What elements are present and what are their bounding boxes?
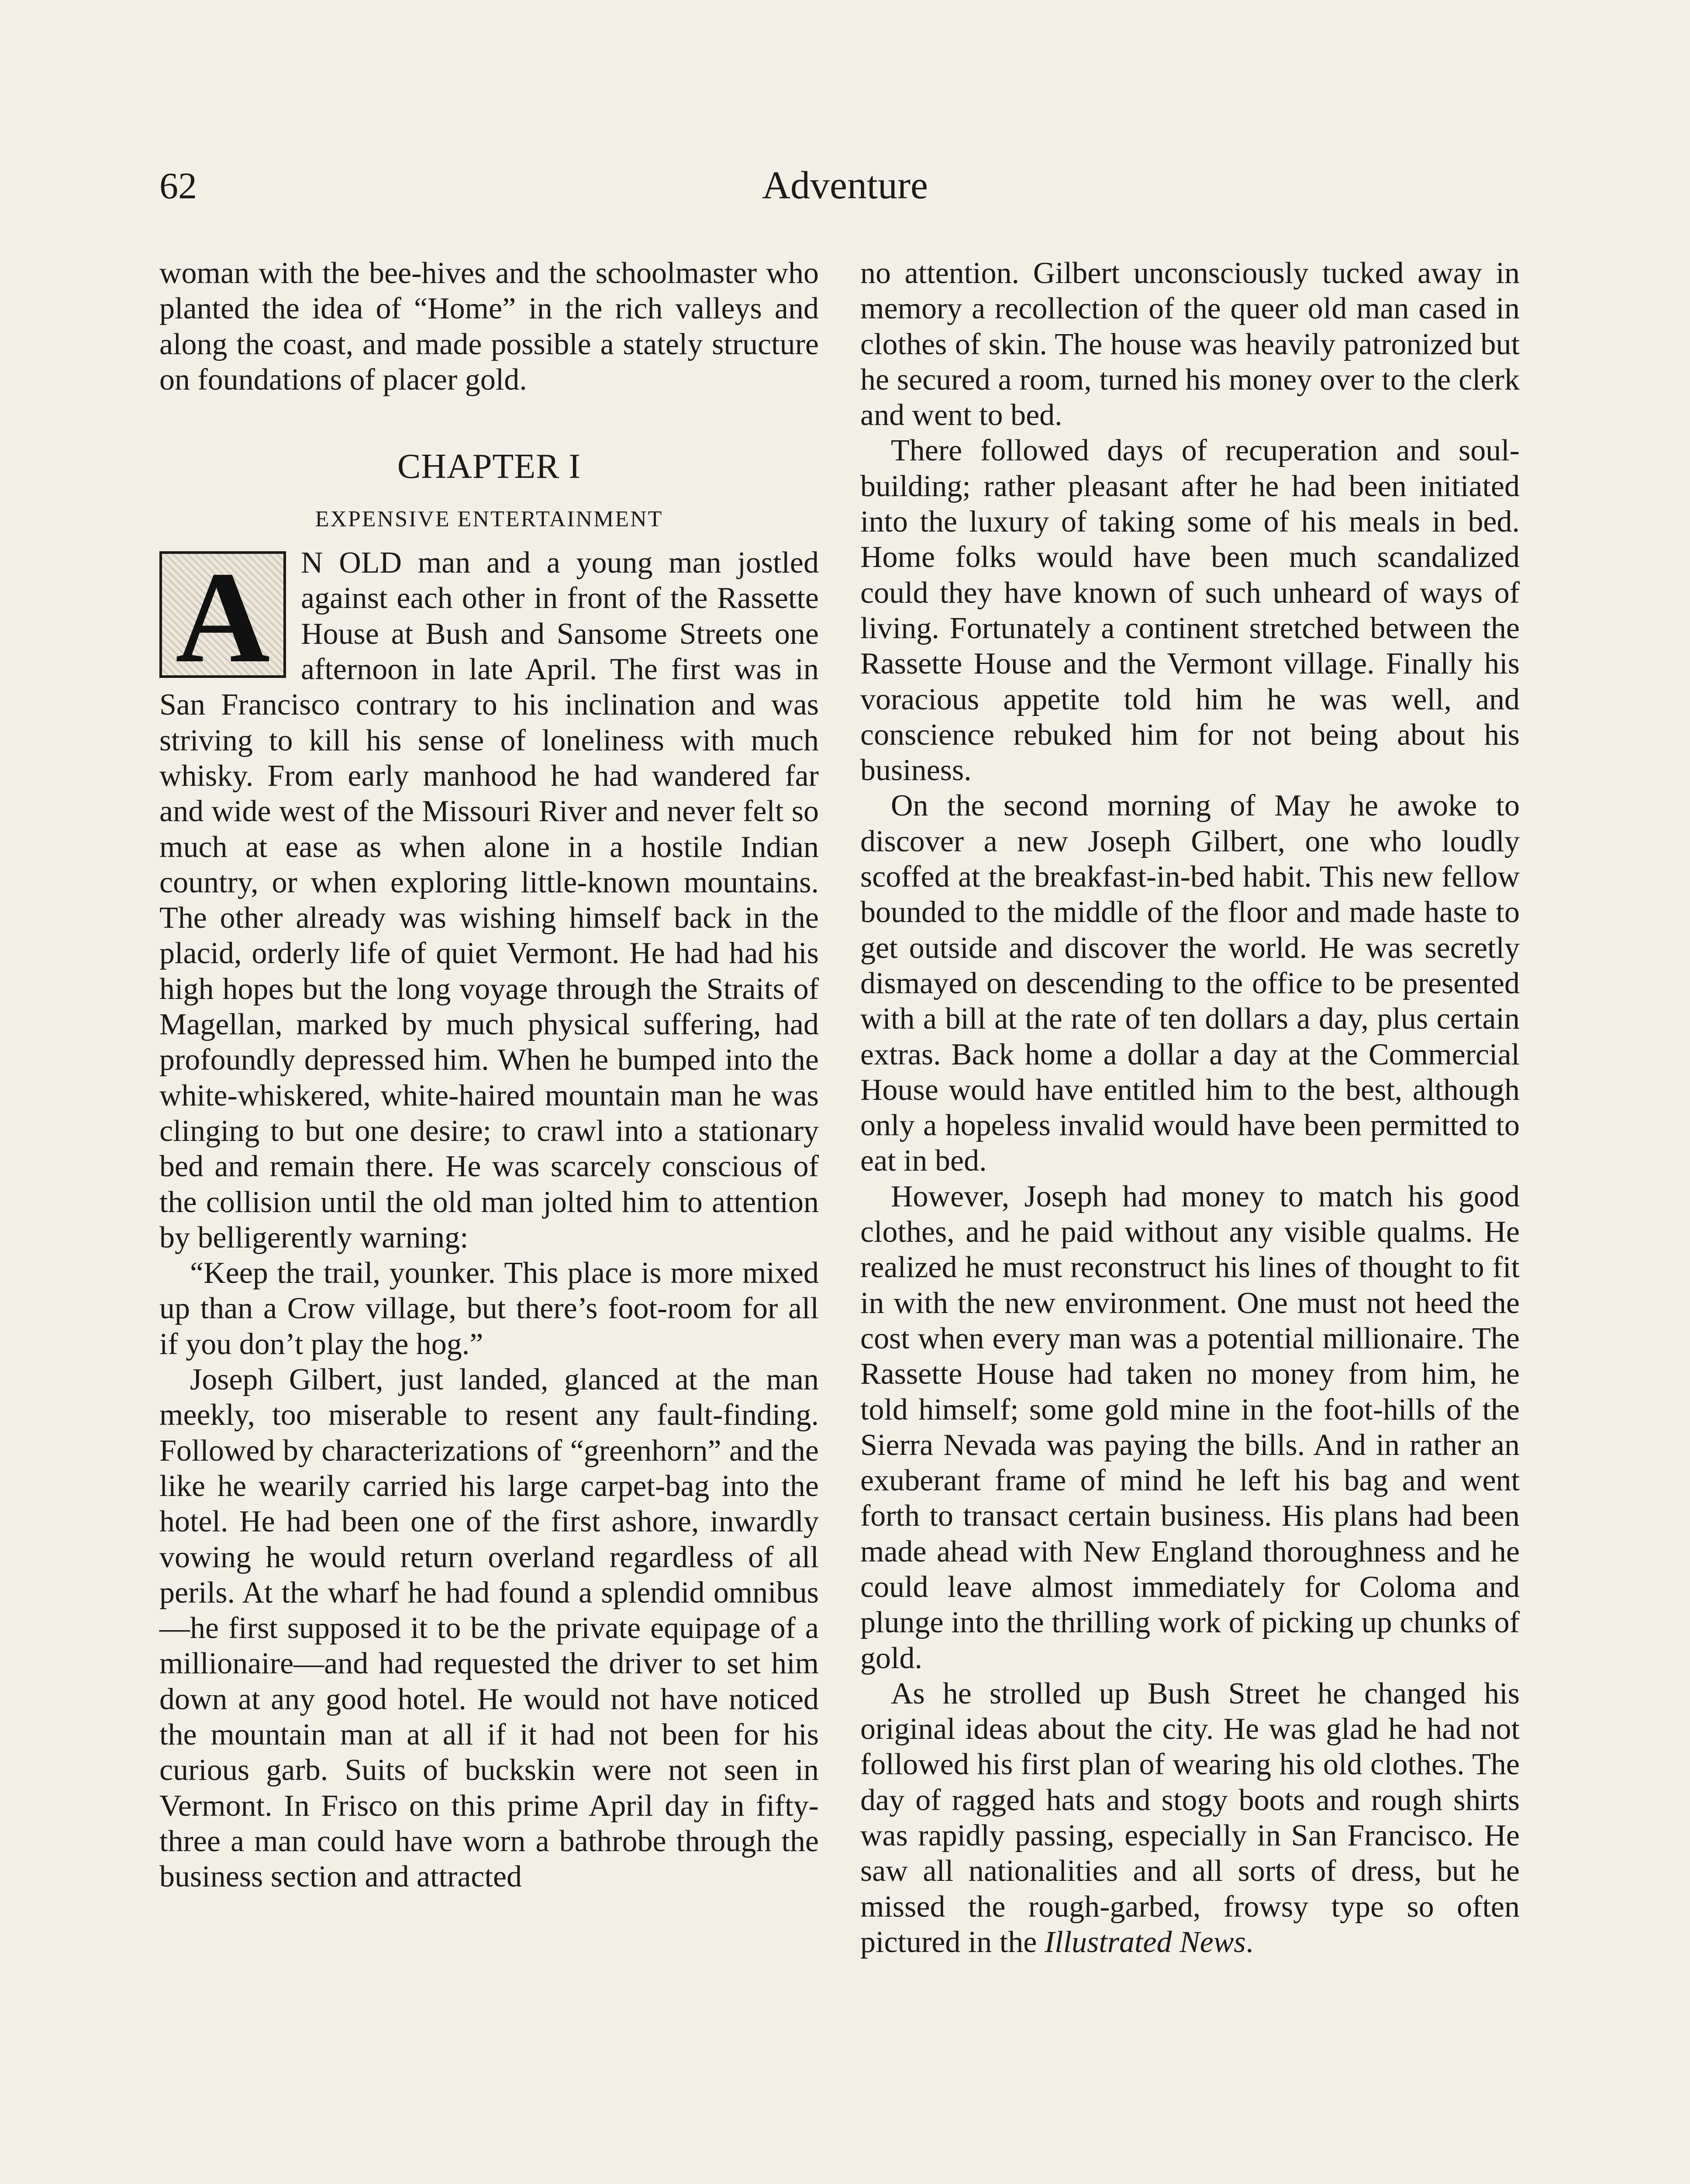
body-paragraph: On the second morning of May he awoke to discover a new Joseph Gilbert, one who loudly scoffed at the breakfast-in-bed habit. This new fellow bounded to the middle of the floor and made haste to get outside and discover the world. He was secretly dismayed on descending to the office to be presented with a bill at the rate of ten dollars a day, plus certain extras. Back home a dollar a day at the Commercial House would have entitled him to the best, although only a hopeless invalid would have been permitted to eat in bed. bbox=[860, 789, 1520, 1178]
opening-paragraph-text: N OLD man and a young man jostled against each other in front of the Rassette House at Bush and Sansome Streets one afternoon in late April. The first was in San Francisco contrary to his inclination and was striving to kill his sense of loneliness with much whisky. From early manhood he had wandered far and wide west of the Missouri River and never felt so much at ease as when alone in a hostile Indian country, or when exploring little-known mountains. The other already was wishing himself back in the placid, orderly life of quiet Vermont. He had had his high hopes but the long voyage through the Straits of Magellan, marked by much physical suffering, had profoundly depressed him. When he bumped into the white-whiskered, white-haired mountain man he was clinging to but one desire; to crawl into a stationary bed and remain there. He was scarcely conscious of the collision until the old man jolted him to attention by belligerently warning: bbox=[159, 546, 819, 1254]
intro-paragraph: woman with the bee-hives and the schoolmaster who planted the idea of “Home” in the rich valleys and along the coast, and made possible a stately structure on foundations of placer gold. bbox=[159, 256, 819, 397]
opening-paragraph bbox=[159, 545, 819, 1255]
page-number: 62 bbox=[159, 165, 197, 207]
right-column bbox=[860, 256, 1520, 1960]
running-title: Adventure bbox=[762, 164, 928, 207]
body-paragraph: Joseph Gilbert, just landed, glanced at the man meekly, too miserable to resent any fault-finding. Followed by characterizations of “greenhorn” and the like he wearily carried his large carpet-bag into the hotel. He had been one of the first ashore, inwardly vowing he would return overland regardless of all perils. At the wharf he had found a splendid omnibus—he first supposed it to be the private equipage of a millionaire—and had requested the driver to set him down at any good hotel. He would not have noticed the mountain man at all if it had not been for his curious garb. Suits of buckskin were not seen in Vermont. In Frisco on this prime April day in fifty-three a man could have worn a bathrobe through the business section and attracted bbox=[159, 1363, 819, 1894]
body-paragraph: no attention. Gilbert unconsciously tucked away in memory a recollection of the queer old man cased in clothes of skin. The house was heavily patronized but he secured a room, turned his money over to the clerk and went to bed. bbox=[860, 256, 1520, 432]
italic-publication-title: Illustrated News bbox=[1044, 1925, 1246, 1959]
closing-paragraph: As he strolled up Bush Street he changed his original ideas about the city. He was glad he had not followed his first plan of wearing his old clothes. The day of ragged hats and stogy boots and rough shirts was rapidly passing, especially in San Francisco. He saw all nationalities and all sorts of dress, but he missed the rough-garbed, frowsy type so often pictured in the Illustrated News. bbox=[860, 1676, 1520, 1959]
page-header bbox=[159, 162, 1531, 210]
drop-cap-letter: A bbox=[159, 551, 286, 678]
left-column bbox=[159, 256, 819, 1894]
chapter-title: CHAPTER I bbox=[397, 447, 581, 486]
dialogue-paragraph: “Keep the trail, younker. This place is more mixed up than a Crow village, but there’s foot-room for all if you don’t play the hog.” bbox=[159, 1256, 819, 1361]
chapter-subtitle: EXPENSIVE ENTERTAINMENT bbox=[315, 507, 663, 532]
body-paragraph: However, Joseph had money to match his good clothes, and he paid without any visible qualms. He realized he must reconstruct his lines of thought to fit in with the new environment. One must not heed the cost when every man was a potential millionaire. The Rassette House had taken no money from him, he told himself; some gold mine in the foot-hills of the Sierra Nevada was paying the bills. And in rather an exuberant frame of mind he left his bag and went forth to transact certain business. His plans had been made ahead with New England thoroughness and he could leave almost immediately for Coloma and plunge into the thrilling work of picking up chunks of gold. bbox=[860, 1179, 1520, 1675]
body-paragraph: There followed days of recuperation and soul-building; rather pleasant after he had been initiated into the luxury of taking some of his meals in bed. Home folks would have been much scandalized could they have known of such unheard of ways of living. Fortunately a continent stretched between the Rassette House and the Vermont village. Finally his voracious appetite told him he was well, and conscience rebuked him for not being about his business. bbox=[860, 434, 1520, 788]
